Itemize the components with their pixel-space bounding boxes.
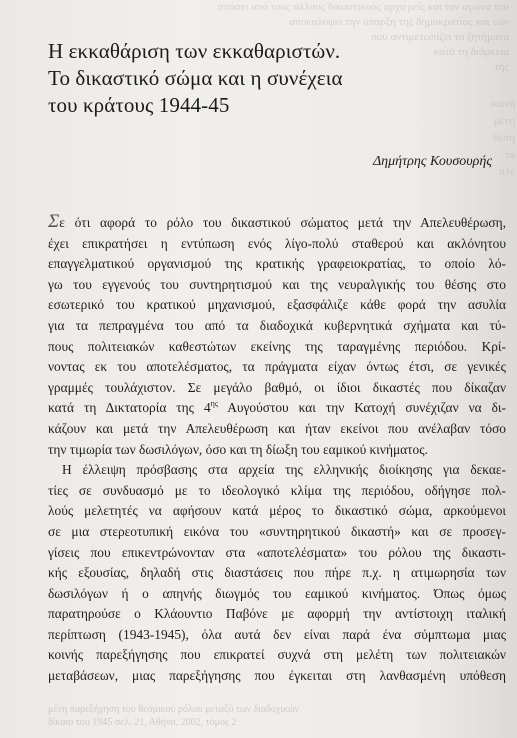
text-line: Σε ότι αφορά το ρόλο του δικαστικού σώματος μετά την Απελευθέρωση,: [48, 211, 506, 232]
paragraph-2: [48, 460, 506, 687]
text-line: γω του εγγενούς του συντηρητισμού και της νευραλγικής του θέσης στο: [48, 276, 506, 292]
text-line: εσωτερικό του κρατικού μηχανισμού, εξασφάλιζε κάθε φορά την ασυλία: [48, 297, 506, 313]
title-line: του κράτους 1944-45: [48, 93, 230, 117]
text-line: την τιμωρία των δωσιλόγων, όσο και τη δίωξη του εαμικού κινήματος.: [48, 441, 428, 457]
text-line: Η έλλειψη πρόσβασης στα αρχεία της ελληνικής διοίκησης για δεκαε-: [62, 462, 506, 478]
text-line: κής εξουσίας, δηλαδή στις διαστάσεις που πήρε π.χ. η ατιμωρησία των: [48, 565, 506, 581]
ordinal-suffix: ης: [210, 399, 218, 409]
text-line: περίπτωση (1943-1945), όλα αυτά δεν είναι παρά ένα σύμπτωμα μιας: [48, 626, 506, 642]
author-name: Δημήτρης Κουσουρής: [372, 154, 492, 169]
text-line: γραμμές τουλάχιστον. Σε μεγάλο βαθμό, οι ίδιοι δικαστές που δίκαζαν: [48, 379, 506, 395]
text-line: κατά τη Δικτατορία της $4^{\eta\varsigma}$ Αυγούστου και την Κατοχή συνέχιζαν να δι-: [48, 399, 506, 416]
body-text: [48, 213, 506, 687]
text-line: σε μια στερεοτυπική εικόνα του «συντηρητικού δικαστή» και σε προσεγ-: [48, 523, 506, 539]
text-line: γίσεις που επικεντρώνονταν στα «αποτελέσματα» του ρόλου της δικαστι-: [48, 544, 506, 560]
text-line: για τα πεπραγμένα του από τα διαδοχικά κυβερνητικά σχήματα και τύ-: [48, 317, 506, 333]
chapter-title: [48, 38, 448, 119]
text-line: νοντας εκ του αποτελέσματος, τα πράγματα είχαν όντως έτσι, σε γενικές: [48, 359, 506, 375]
text-line: πους πολιτειακών καθεστώτων εκείνης της ταραγμένης περιόδου. Κρί-: [48, 338, 506, 354]
text-line: κοινής παρεξήγησης που επικρατεί συχνά στη μελέτη των πολιτειακών: [48, 647, 506, 663]
text-line: κάζουν και μετά την Απελευθέρωση και ήταν εκείνοι που ανέλαβαν τόσο: [48, 420, 506, 436]
text-line: παρατηρούσε ο Κλάουντιο Παβόνε με αφορμή την αντίστοιχη ιταλική: [48, 606, 506, 622]
text-line: λούς μελετητές να αφήσουν κατά μέρος το δικαστικό σώμα, αρκούμενοι: [48, 503, 506, 519]
title-line: Η εκκαθάριση των εκκαθαριστών.: [48, 39, 341, 63]
text-line: δωσιλόγων ή ο απηνής διωγμός του εαμικού κινήματος. Όπως όμως: [48, 585, 506, 601]
show-through-text-top: σπάσει από τους άλλους δικαστικούς αρχιερείς και τον αγώνα του αποκαλύψει την ύπαρξη της δημοκρατίας και των που αντιμετωπίζει τα ζητήματα κατά τη διάρκεια της: [217, 1, 509, 73]
title-line: Το δικαστικό σώμα και η συνέχεια: [48, 66, 343, 90]
text-line: τίες σε συνδυασμό με το ιδεολογικό κλίμα της περιόδου, οδήγησε πολ-: [48, 482, 506, 498]
show-through-text-margin: ικανή μένη θέση τα πλε: [490, 98, 515, 178]
paragraph-1: [48, 213, 506, 460]
text-line: επαγγελματικού οργανισμού της κρατικής γραφειοκρατίας, το οποίο λό-: [48, 256, 506, 272]
drop-cap: Σ: [48, 211, 60, 232]
show-through-text-bottom: μένη παρεξήγηση του θεσμικού ρόλου μεταξύ των διαδοχικών δίκαιο του 1945 σελ. 21, Αθήνα, 2002, τόμος 2: [48, 704, 300, 728]
text-line: έχει επικρατήσει η εντύπωση ενός λίγο-πολύ σταθερού και ακλόνητου: [48, 235, 506, 251]
text-line: μεταβάσεων, μιας παρεξήγησης που έγκειται στη λανθασμένη υπόθεση: [48, 668, 506, 684]
